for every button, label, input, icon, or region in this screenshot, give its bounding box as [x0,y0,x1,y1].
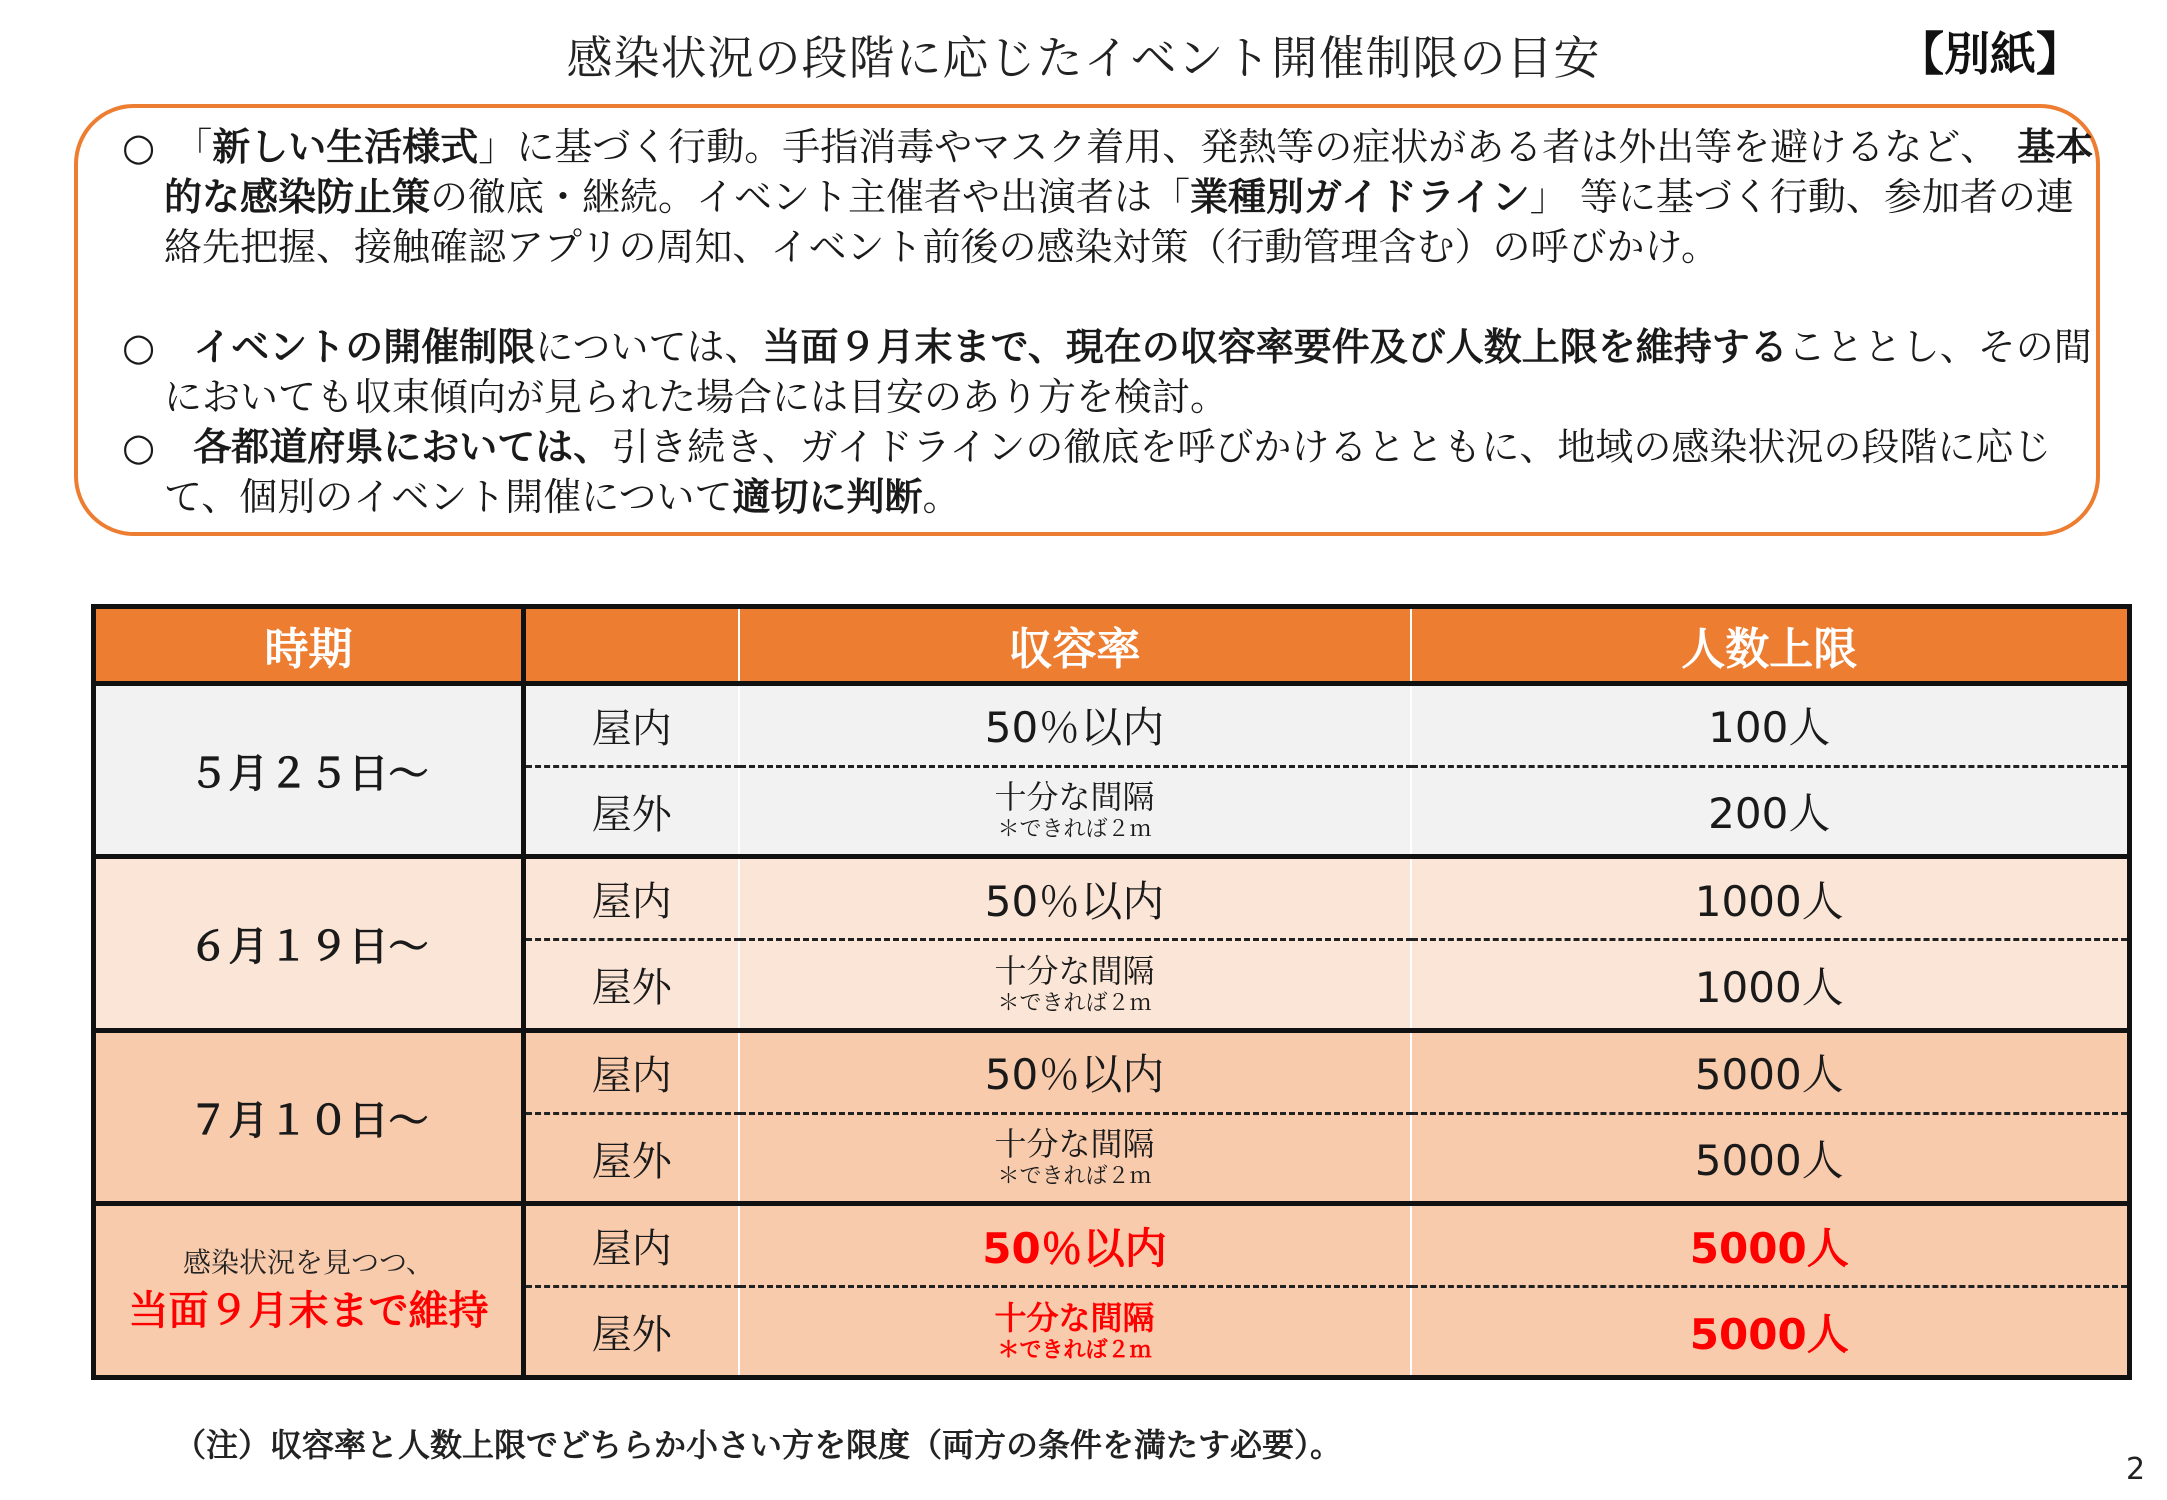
summary-bullet-prefectures: ○ 各都道府県においては、引き続き、ガイドラインの徹底を呼びかけるとともに、地域の感染状況の段階に応じて、個別のイベント開催について適切に判断。 [122,425,2052,519]
table-row [94,857,2130,940]
capacity-rate-cell: 50％以内 [739,857,1411,940]
header-period: 時期 [94,607,524,684]
spacing-note: ＊できれば２ｍ [997,817,1152,843]
spacing-note: ＊できれば２ｍ [997,1337,1152,1363]
capacity-rate-cell: 十分な間隔 ＊できれば２ｍ [739,940,1411,1031]
headcount-cell: 5000人 [1411,1287,2130,1378]
place-cell: 屋内 [524,1204,739,1287]
place-cell: 屋外 [524,1113,739,1204]
period-cell: ７月１０日～ [94,1030,524,1203]
table-row [94,1204,2130,1287]
page-number: 2 [2126,1452,2146,1487]
period-cell: ６月１９日～ [94,857,524,1030]
page-title: 感染状況の段階に応じたイベント開催制限の目安 [566,31,1601,85]
spacing-note: ＊できれば２ｍ [997,990,1152,1016]
summary-bullet-guidelines: ○ 「新しい生活様式」に基づく行動。手指消毒やマスク着用、発熱等の症状がある者は外出等を避けるなど、 基本的な感染防止策の徹底・継続。イベント主催者や出演者は「業種別ガイドライン」 等に基づく行動、参加者の連絡先把握、接触確認アプリの周知、イベント前後の感染対策（行動管理含む）の呼びかけ。 [122,125,2094,269]
period-cell: ５月２５日～ [94,684,524,857]
headcount-cell: 1000人 [1411,857,2130,940]
headcount-cell: 100人 [1411,684,2130,767]
spacing-note: ＊できれば２ｍ [997,1164,1152,1190]
emphasis-text: 当面９月末まで、現在の収容率要件及び人数上限を維持する [762,325,1788,369]
capacity-rate-cell: 50％以内 [739,1030,1411,1113]
headcount-cell: 200人 [1411,766,2130,857]
table-row [94,1030,2130,1113]
headcount-cell: 5000人 [1411,1204,2130,1287]
header-place [524,607,739,684]
emphasis-text: 適切に判断 [732,475,923,519]
capacity-rate-cell: 十分な間隔 ＊できれば２ｍ [739,1113,1411,1204]
attachment-label: 【別紙】 [1898,27,2082,81]
capacity-rate-cell: 十分な間隔 ＊できれば２ｍ [739,766,1411,857]
place-cell: 屋外 [524,1287,739,1378]
emphasis-text: 各都道府県においては、 [193,425,612,469]
capacity-rate-cell: 十分な間隔 ＊できれば２ｍ [739,1287,1411,1378]
headcount-cell: 5000人 [1411,1113,2130,1204]
capacity-rate-cell: 50％以内 [739,684,1411,767]
period-cell-maintain [94,1204,524,1378]
header-headcount-limit: 人数上限 [1411,607,2130,684]
footnote: （注）収容率と人数上限でどちらか小さい方を限度（両方の条件を満たす必要）。 [174,1426,1343,1464]
headcount-cell: 1000人 [1411,940,2130,1031]
table-row [94,684,2130,767]
bullet-mark: ○ [122,325,156,369]
emphasis-text: 基本的な感染防止策 [164,125,2094,219]
place-cell: 屋内 [524,857,739,940]
place-cell: 屋外 [524,940,739,1031]
capacity-rate-cell: 50％以内 [739,1204,1411,1287]
summary-bullet-limits: ○ イベントの開催制限については、当面９月末まで、現在の収容率要件及び人数上限を維持することとし、その間においても収束傾向が見られた場合には目安のあり方を検討。 [122,325,2092,419]
place-cell: 屋内 [524,684,739,767]
bullet-mark: ○ [122,125,156,169]
maintain-caption: 感染状況を見つつ、 [183,1245,434,1279]
emphasis-text: 新しい生活様式 [212,125,479,169]
emphasis-text: 業種別ガイドライン [1190,175,1530,219]
header-capacity-rate: 収容率 [739,607,1411,684]
table-header-row [94,607,2130,684]
maintain-emphasis: 当面９月末まで維持 [128,1287,489,1334]
event-limits-table [91,604,2132,1380]
place-cell: 屋内 [524,1030,739,1113]
place-cell: 屋外 [524,766,739,857]
emphasis-text: イベントの開催制限 [193,325,536,369]
headcount-cell: 5000人 [1411,1030,2130,1113]
bullet-mark: ○ [122,425,156,469]
